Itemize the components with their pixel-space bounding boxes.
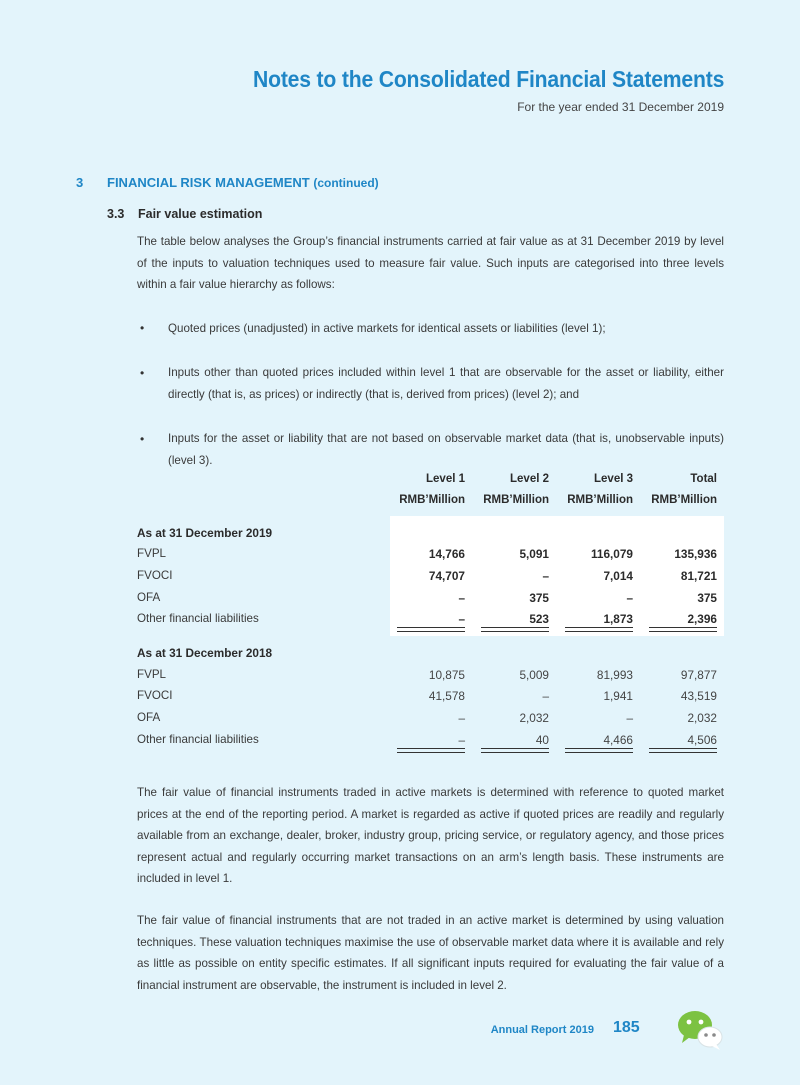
page-number: 185 [613,1019,640,1036]
table-cell: 5,009 [519,668,549,682]
table-cell: – [626,711,633,725]
row-label: Other financial liabilities [137,733,259,746]
wechat-logo-icon [676,1008,724,1052]
page-header-subtitle: For the year ended 31 December 2019 [517,100,724,114]
table-cell: – [626,591,633,605]
bullet-marker: • [140,321,145,335]
intro-paragraph: The table below analyses the Group’s financial instruments carried at fair value as at 31 December 2019 by level of the inputs to valuation techniques used to measure fair value. Such inputs are categorised into three levels within a fair value hierarchy as follows: [137,235,724,291]
bullet-level-3: Inputs for the asset or liability that are not based on observable market data (that is, unobservable inputs) (level 3). [168,432,724,467]
col-unit-level-2: RMB’Million [483,494,549,506]
table-cell: 135,936 [674,547,717,561]
bullet-marker: • [140,366,145,380]
row-label: FVOCI [137,689,173,702]
group-title-2018: As at 31 December 2018 [137,646,273,660]
col-unit-level-1: RMB’Million [399,494,465,506]
table-cell: 41,578 [428,689,465,703]
row-label: FVPL [137,547,166,560]
page-header-title: Notes to the Consolidated Financial Statements [252,66,724,92]
table-cell: 1,941 [603,689,633,703]
subsection-title: Fair value estimation [138,207,263,221]
col-head-level-1: Level 1 [426,473,465,485]
total-underline [397,748,465,753]
level-2-paragraph: The fair value of financial instruments that are not traded in an active market is determined by using valuation techniques. These valuation techniques maximise the use of observable market data where it is available and rely as little as possible on entity specific estimates. If all significant inputs required for evaluating the fair value of a financial instrument are observable, the instrument is included in level 2. [137,914,724,992]
section-title-text: FINANCIAL RISK MANAGEMENT [107,175,310,190]
section-title [107,175,379,190]
section-title-suffix: (continued) [313,176,379,190]
row-label: FVOCI [137,569,173,582]
table-cell: 74,707 [428,569,465,583]
table-cell: – [458,612,465,626]
group-title-2019: As at 31 December 2019 [137,526,273,540]
table-cell: 81,993 [596,668,633,682]
table-cell: 1,873 [603,612,633,626]
table-cell: – [542,569,549,583]
table-cell: 40 [535,733,549,747]
table-cell: 81,721 [680,569,717,583]
table-cell: 4,506 [687,733,717,747]
col-unit-level-3: RMB’Million [567,494,633,506]
bullet-level-1: Quoted prices (unadjusted) in active markets for identical assets or liabilities (level 1); [168,322,606,335]
total-underline [481,748,549,753]
table-cell: 523 [529,612,549,626]
total-underline [649,748,717,753]
bullet-level-2: Inputs other than quoted prices included within level 1 that are observable for the asset or liability, either directly (that is, as prices) or indirectly (that is, derived from prices) (level 2); and [168,366,724,401]
total-underline [565,627,633,632]
col-head-total: Total [690,473,717,485]
section-number: 3 [76,175,84,190]
table-cell: 2,032 [687,711,717,725]
total-underline [649,627,717,632]
table-cell: – [542,689,549,703]
table-cell: 375 [529,591,549,605]
table-cell: 43,519 [680,689,717,703]
col-head-level-3: Level 3 [594,473,633,485]
table-cell: 10,875 [428,668,465,682]
table-cell: 2,032 [519,711,549,725]
table-cell: 2,396 [687,612,717,626]
table-cell: 14,766 [428,547,465,561]
col-head-level-2: Level 2 [510,473,549,485]
table-cell: 7,014 [603,569,633,583]
total-underline [481,627,549,632]
table-cell: 375 [697,591,717,605]
table-cell: 97,877 [680,668,717,682]
total-underline [565,748,633,753]
row-label: FVPL [137,668,166,681]
table-cell: 116,079 [591,547,633,561]
table-cell: 5,091 [519,547,549,561]
row-label: OFA [137,711,161,724]
table-cell: – [458,591,465,605]
bullet-marker: • [140,432,145,446]
table-cell: – [458,733,465,747]
row-label: OFA [137,591,161,604]
table-cell: 4,466 [603,733,633,747]
level-1-paragraph: The fair value of financial instruments traded in active markets is determined with reference to quoted market prices at the end of the reporting period. A market is regarded as active if quoted prices are readily and regularly available from an exchange, dealer, broker, industry group, pricing service, or regulatory agency, and those prices represent actual and regularly occurring market transactions on an arm’s length basis. These instruments are included in level 1. [137,786,724,885]
subsection-number: 3.3 [107,207,125,221]
footer-report-label: Annual Report 2019 [490,1024,594,1036]
total-underline [397,627,465,632]
table-cell: – [458,711,465,725]
row-label: Other financial liabilities [137,612,259,625]
col-unit-total: RMB’Million [651,494,717,506]
